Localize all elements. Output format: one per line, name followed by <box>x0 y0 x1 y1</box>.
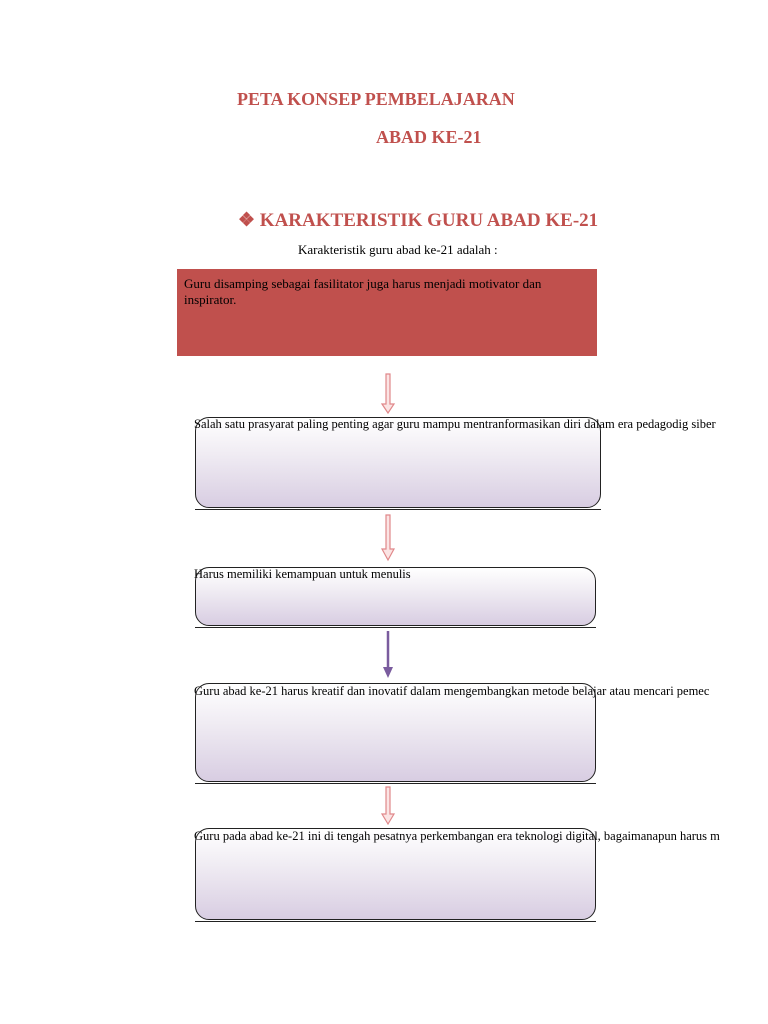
red-box-text: Guru disamping sebagai fasilitator juga harus menjadi motivator dan inspirator. <box>184 276 542 307</box>
box-divider <box>195 921 596 922</box>
down-arrow-icon <box>380 515 396 561</box>
title-line-1: PETA KONSEP PEMBELAJARAN <box>237 89 515 109</box>
concept-box-3-text: Harus memiliki kemampuan untuk menulis <box>194 567 411 581</box>
concept-box-2-text: Salah satu prasyarat paling penting agar guru mampu mentranformasikan diri dalam era pedagodig siber <box>194 417 716 431</box>
title-line-2: ABAD KE-21 <box>376 127 482 147</box>
red-concept-box <box>177 269 597 356</box>
down-arrow-icon <box>380 374 396 414</box>
diamond-bullet-icon: ❖ <box>238 210 256 231</box>
box-divider <box>195 783 596 784</box>
section-heading-text: KARAKTERISTIK GURU ABAD KE-21 <box>259 210 599 231</box>
down-arrow-icon <box>380 787 396 825</box>
concept-box-4-text: Guru abad ke-21 harus kreatif dan inovatif dalam mengembangkan metode belajar atau mencari pemec <box>194 684 710 698</box>
box-divider <box>195 509 601 510</box>
box-divider <box>195 627 596 628</box>
intro-text: Karakteristik guru abad ke-21 adalah : <box>298 242 498 257</box>
concept-box-5-text: Guru pada abad ke-21 ini di tengah pesatnya perkembangan era teknologi digital, bagaimanapun harus m <box>194 829 720 843</box>
section-heading <box>238 209 598 232</box>
down-arrow-icon <box>380 631 396 679</box>
